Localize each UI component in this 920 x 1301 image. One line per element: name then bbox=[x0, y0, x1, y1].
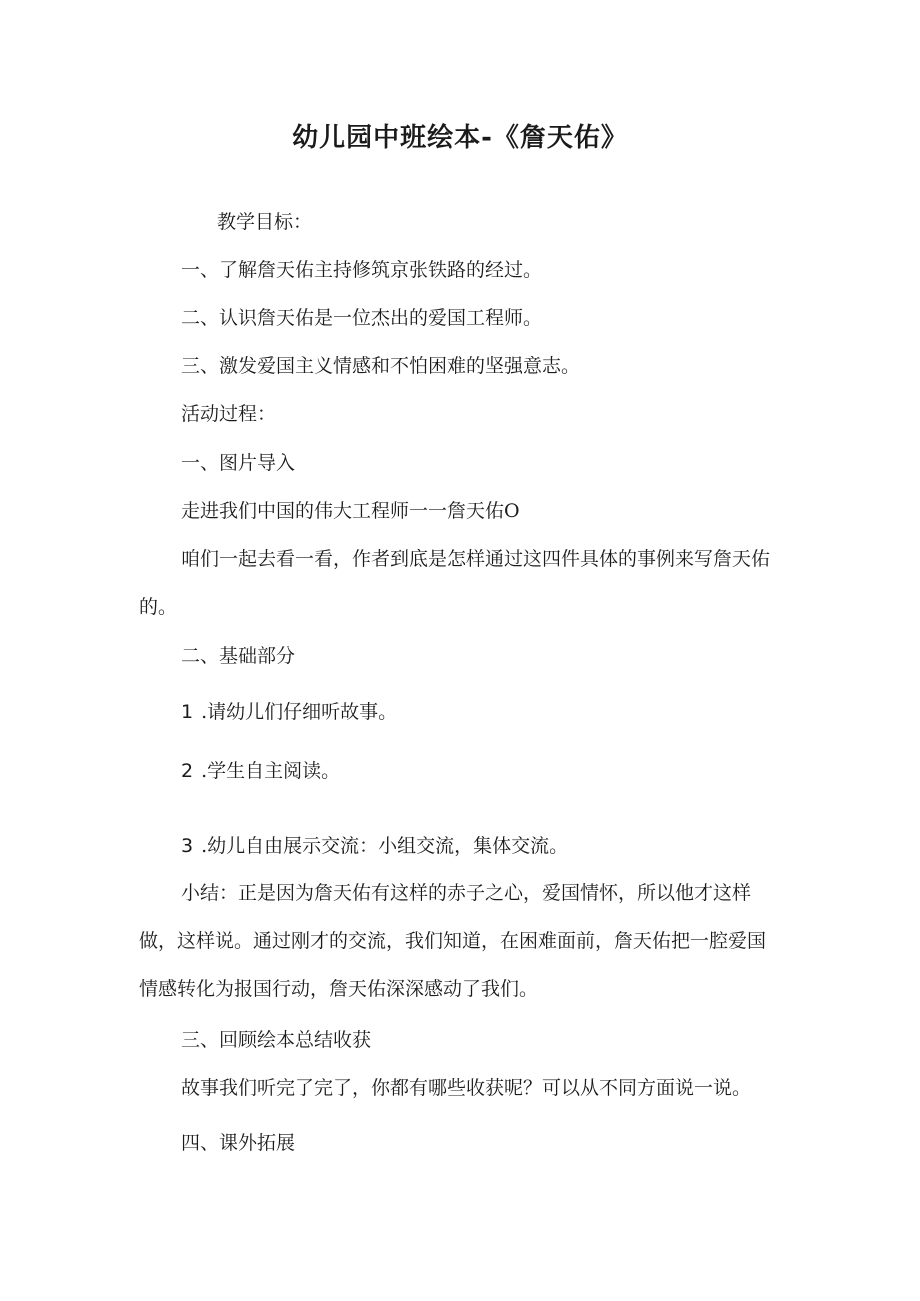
goals-heading: 教学目标： bbox=[217, 211, 313, 233]
step-text-1: .请幼儿们仔细听故事。 bbox=[201, 701, 398, 723]
goal-item-1: 一、了解詹天佑主持修筑京张铁路的经过。 bbox=[181, 259, 543, 281]
document-title: 幼儿园中班绘本-《詹天佑》 bbox=[292, 123, 628, 153]
summary-paragraph: 小结：正是因为詹天佑有这样的赤子之心，爱国情怀，所以他才这样做，这样说。通过刚才的交流，我们知道，在困难面前，詹天佑把一腔爱国情感转化为报国行动，詹天佑深深感动了我们。 bbox=[139, 882, 767, 1000]
section-heading-1: 一、图片导入 bbox=[181, 452, 296, 474]
step-item-1 bbox=[181, 700, 397, 724]
goal-item-2: 二、认识詹天佑是一位杰出的爱国工程师。 bbox=[181, 307, 543, 329]
step-number-1: 1 bbox=[181, 701, 194, 723]
process-heading: 活动过程： bbox=[181, 403, 277, 425]
step-text-2: .学生自主阅读。 bbox=[201, 760, 341, 782]
intro-paragraph: 咱们一起去看一看，作者到底是怎样通过这四件具体的事例来写詹天佑的。 bbox=[139, 548, 771, 618]
section-heading-2: 二、基础部分 bbox=[181, 645, 296, 667]
step-item-3 bbox=[181, 834, 568, 858]
goal-item-3: 三、激发爱国主义情感和不怕困难的坚强意志。 bbox=[181, 355, 581, 377]
step-text-3: .幼儿自由展示交流：小组交流，集体交流。 bbox=[201, 835, 569, 857]
section-heading-4: 四、课外拓展 bbox=[181, 1132, 296, 1154]
section-heading-3: 三、回顾绘本总结收获 bbox=[181, 1029, 372, 1051]
reflection-paragraph: 故事我们听完了完了，你都有哪些收获呢？可以从不同方面说一说。 bbox=[181, 1077, 752, 1099]
intro-line: 走进我们中国的伟大工程师一一詹天佑O bbox=[181, 500, 520, 522]
step-item-2 bbox=[181, 759, 340, 783]
step-number-2: 2 bbox=[181, 760, 194, 782]
step-number-3: 3 bbox=[181, 835, 194, 857]
